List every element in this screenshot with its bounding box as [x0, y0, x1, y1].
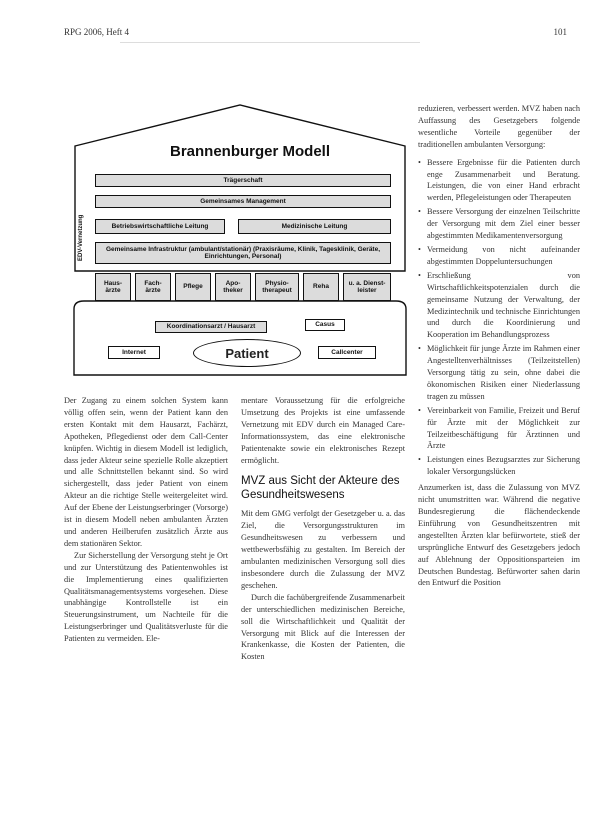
col1-paragraph-1: Der Zugang zu einem solchen System kann völlig offen sein, wenn der Patient kann den ersten Kontakt mit dem Hausarzt, Fachärzt, Apotheken, Pflegedienst oder dem Call-Center knüpfen. Wichtig in diesem Modell ist lediglich, dass jeder Akteur seine spezielle Rolle akzeptiert und alle Schnittstellen bekannt sind. So wird sichergestellt, dass jeder Patient von einem Akteur an die richtige Stelle weitergeleitet wird. Auf der Ebene der Leistungserbringer (Vorsorge) ist in diesem Modell neben ambulanten Ärzten und anderen Heilberufen zusätzlich Ärzte aus dem stationären Sektor.: [64, 396, 228, 548]
box-koordinationsarzt: Koordinationsarzt / Hausarzt: [155, 321, 267, 333]
list-item: • Vereinbarkeit von Familie, Freizeit und Beruf für Ärzte mit der Möglichkeit zur Teilzeitbeschäftigung für Ärztinnen und Ärzte: [418, 405, 580, 453]
column-1: [64, 395, 228, 645]
column-2: [241, 395, 405, 663]
page-number: 101: [553, 27, 567, 37]
list-item: • Leistungen eines Bezugsarztes zur Sicherung lokaler Versorgungslücken: [418, 454, 580, 478]
column-3: [418, 103, 580, 589]
running-header-journal: RPG 2006, Heft 4: [64, 27, 129, 37]
box-fachaerzte: Fach-ärzte: [135, 273, 171, 301]
list-item: • Erschließung von Wirtschaftlichkeitspotenzialen durch die gemeinsame Nutzung der Verwaltung, der Medizintechnik und technische Einrichtungen und durch die Koordinierung und Kooperation im Behandlungsprozess: [418, 270, 580, 341]
list-item: • Bessere Versorgung der einzelnen Teilschritte der Versorgung mit dem Ziel einer besser abgestimmten Medikamentenversorgung: [418, 206, 580, 242]
box-callcenter: Callcenter: [318, 346, 376, 359]
brannenburger-model-figure: [70, 101, 410, 378]
box-management: Gemeinsames Management: [95, 195, 391, 208]
patient-ellipse: Patient: [193, 339, 301, 367]
box-apotheker: Apo-theker: [215, 273, 251, 301]
provider-row: [95, 273, 391, 301]
col2-paragraph-3: Durch die fachübergreifende Zusammenarbeit der unterschiedlichen medizinischen Bereiche, soll die Wirtschaftlichkeit und Qualität der Versorgung mit Blick auf die Interessen der Krankenkasse, die Kosten der Patienten, die Kosten: [241, 592, 405, 662]
col3-intro: reduzieren, verbessert werden. MVZ haben nach Auffassung des Gesetzgebers folgende wesentliche Vorteile gegenüber der traditionellen ambulanten Versorgung:: [418, 104, 580, 149]
col2-paragraph-2: Mit dem GMG verfolgt der Gesetzgeber u. a. das Ziel, die Versorgungsstrukturen im Gesundheitswesen zu verbessern und wettbewerbsfähig zu gestalten. Im Bereich der ambulanten medizinischen Versorgung soll dies insbesondere durch die Zulassung der MVZ geschehen.: [241, 509, 405, 590]
box-bwl-leitung: Betriebswirtschaftliche Leitung: [95, 219, 225, 234]
section-heading: MVZ aus Sicht der Akteure des Gesundheitswesens: [241, 475, 400, 502]
box-reha: Reha: [303, 273, 339, 301]
edv-vernetzung-label: EDV-Vernetzung: [78, 214, 84, 261]
list-item: • Bessere Ergebnisse für die Patienten durch enge Zusammenarbeit und Beratung. Leistungen, die von einer Hand erbracht werden, Pflegeleistungen oder Therapeuten: [418, 157, 580, 205]
advantages-list: [418, 157, 580, 479]
figure-title: Brannenburger Modell: [170, 143, 331, 160]
col3-outro: Anzumerken ist, dass die Zulassung von MVZ nicht unumstritten war. Während die negative Bundesregierung die flächendeckende Einführung von Gesundheitszentren mit angestellten Ärzten klar befürwortete, stieß der ursprüngliche Entwurf des Gesetzgebers jedoch auf Ablehnung der Oppositionsparteien im Deutschen Bundestag. Befürworter sahen darin den Entwurf die Position: [418, 483, 580, 588]
col2-paragraph-1: mentare Voraussetzung für die erfolgreiche Umsetzung des Projekts ist eine umfassende Vernetzung mit EDV durch ein Managed Care-Informationssystem, das eine elektronische Patientenakte sowie ein elektronisches Rezept ermöglicht.: [241, 396, 405, 465]
box-hausaerzte: Haus-ärzte: [95, 273, 131, 301]
box-pflege: Pflege: [175, 273, 211, 301]
box-internet: Internet: [108, 346, 160, 359]
list-item: • Vermeidung von nicht aufeinander abgestimmten Doppeluntersuchungen: [418, 244, 580, 268]
header-rule: [120, 42, 420, 43]
box-med-leitung: Medizinische Leitung: [238, 219, 391, 234]
box-physiotherapeut: Physio-therapeut: [255, 273, 299, 301]
list-item: • Möglichkeit für junge Ärzte im Rahmen einer Angestelltenverhältnisses (Teilzeitstellen) Versorgung tätig zu sein, ohne dabei die ökonomischen Risiken einer Niederlassung tragen zu müssen: [418, 343, 580, 403]
box-casus: Casus: [305, 319, 345, 331]
box-dienstleister: u. a. Dienst-leister: [343, 273, 391, 301]
col1-paragraph-2: Zur Sicherstellung der Versorgung steht je Ort und zur Unterstützung des Patientenwohles ist die Implementierung eines qualifizierten Qualitätsmanagementsystems vorgesehen. Diese unabhängige Kontrollstelle ist ein Steuerungsinstrument, um Nachteile für die Leistungserbringer und Qualitätsverluste für die Patienten zu vermeiden. Ele-: [64, 550, 228, 644]
box-infrastruktur: Gemeinsame Infrastruktur (ambulant/stationär) (Praxisräume, Klinik, Tagesklinik, Geräte, Einrichtungen, Personal): [95, 242, 391, 264]
box-traegerschaft: Trägerschaft: [95, 174, 391, 187]
